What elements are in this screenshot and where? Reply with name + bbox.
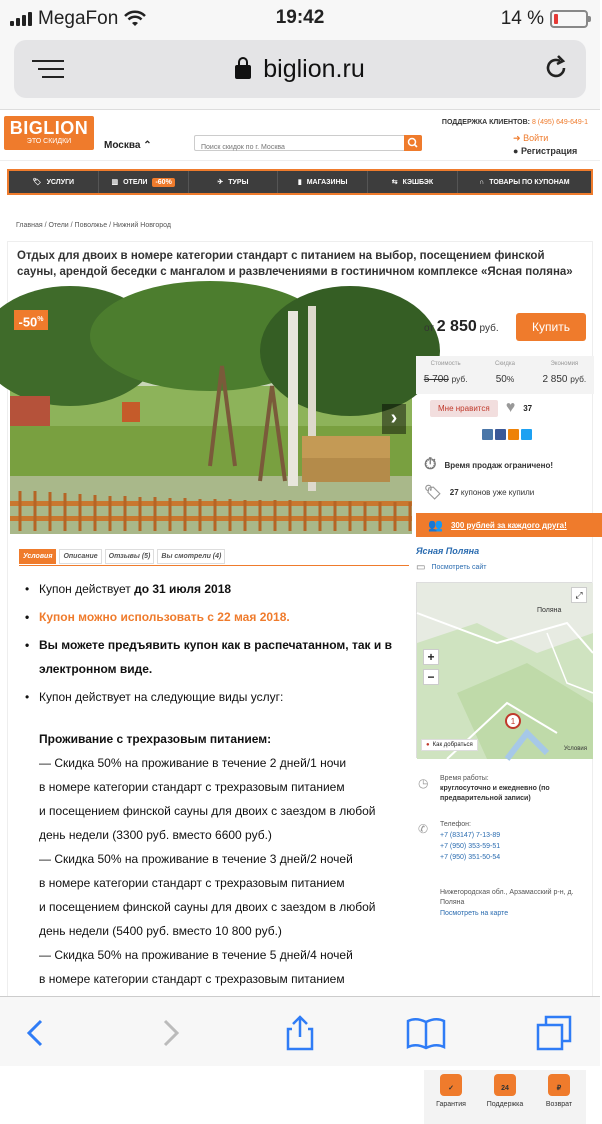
vk-icon[interactable] bbox=[482, 429, 493, 440]
term-usable-from: • Купон можно использовать с 22 мая 2018. bbox=[24, 605, 409, 629]
browser-icon: ▭ bbox=[416, 562, 426, 573]
discount-badge: -50% bbox=[14, 310, 48, 330]
nav-item-hotels[interactable]: ▥ ОТЕЛИ -60% bbox=[99, 171, 189, 193]
breadcrumb[interactable]: Главная / Отели / Поволжье / Нижний Новгород bbox=[16, 222, 171, 229]
search-input[interactable] bbox=[195, 141, 400, 155]
back-icon[interactable] bbox=[16, 1013, 56, 1053]
search-box[interactable] bbox=[194, 135, 422, 151]
bag-icon: ▮ bbox=[297, 179, 302, 186]
hotel-garden-image bbox=[10, 306, 412, 534]
user-icon: ● bbox=[513, 146, 519, 156]
tab-description[interactable]: Описание bbox=[59, 549, 101, 564]
venue-map[interactable] bbox=[416, 582, 592, 758]
zoom-out-button[interactable]: − bbox=[423, 669, 439, 685]
search-button[interactable] bbox=[404, 135, 422, 151]
stat-savings: Экономия 2 850 руб. bbox=[542, 361, 587, 385]
phone-icon: ✆ bbox=[418, 822, 429, 836]
deal-title: Отдых для двоих в номере категории стандарт с питанием на выбор, посещением финской сауны, арендой беседки с мангалом и развлечениями в гостиничном комплексе «Ясная поляна» bbox=[17, 250, 573, 278]
divider bbox=[0, 160, 600, 161]
term-services: • Купон действует на следующие виды услуг: bbox=[24, 685, 409, 709]
term-line: в номере категории стандарт с трехразовым питанием bbox=[39, 780, 345, 794]
phone-link[interactable]: +7 (950) 353-59-51 bbox=[440, 843, 501, 850]
battery bbox=[501, 8, 588, 30]
nav-item-cashback[interactable]: ⇆ КЭШБЭК bbox=[368, 171, 458, 193]
svg-text:1: 1 bbox=[510, 717, 516, 726]
venue-phones: ✆ Телефон: +7 (83147) 7-13-89 +7 (950) 353-59-51 +7 (950) 351-50-54 bbox=[416, 820, 592, 863]
tag-icon: 🏷 bbox=[424, 484, 442, 500]
heart-icon[interactable]: ♥ bbox=[505, 399, 516, 416]
zoom-in-button[interactable]: + bbox=[423, 649, 439, 665]
venue-site-link[interactable]: ▭ Посмотреть сайт bbox=[416, 562, 487, 573]
deal-card bbox=[7, 241, 593, 1108]
check-shield-icon: ✓ bbox=[440, 1074, 462, 1096]
support-item[interactable]: 24 Поддержка bbox=[478, 1070, 532, 1124]
nav-badge: -60% bbox=[152, 178, 174, 187]
share-icon[interactable] bbox=[280, 1013, 320, 1053]
social-share bbox=[482, 429, 532, 440]
phone-link[interactable]: +7 (83147) 7-13-89 bbox=[440, 832, 501, 839]
like-count: 37 bbox=[523, 403, 533, 413]
tab-conditions[interactable]: Условия bbox=[19, 549, 56, 564]
price: от 2 850 руб. bbox=[424, 318, 499, 335]
odnoklassniki-icon[interactable] bbox=[508, 429, 519, 440]
term-line: — Скидка 50% на проживание в течение 3 дней/2 ночей bbox=[39, 852, 353, 866]
twitter-icon[interactable] bbox=[521, 429, 532, 440]
map-place-label: Поляна bbox=[537, 607, 562, 614]
map-pin-icon: ● bbox=[426, 742, 430, 748]
deal-terms bbox=[24, 577, 409, 991]
city-selector[interactable]: Москва ⌃ bbox=[104, 140, 152, 151]
term-line: в номере категории стандарт с трехразовым питанием bbox=[39, 972, 345, 986]
reload-icon[interactable] bbox=[542, 54, 570, 82]
stat-discount: Скидка 50% bbox=[495, 361, 515, 385]
facebook-icon[interactable] bbox=[495, 429, 506, 440]
stat-cost: Стоимость 5 700 руб. bbox=[423, 361, 468, 385]
city-icon: ▥ bbox=[111, 179, 119, 186]
map-tiles bbox=[417, 583, 593, 759]
status-bar bbox=[0, 0, 600, 36]
term-section-title: Проживание с трехразовым питанием: bbox=[39, 732, 272, 746]
like-button[interactable]: Мне нравится bbox=[430, 400, 498, 417]
nav-item-services[interactable]: 🏷 УСЛУГИ bbox=[9, 171, 99, 193]
tab-viewed[interactable]: Вы смотрели (4) bbox=[157, 549, 225, 564]
term-line: и посещением финской сауны для двоих с заездом в любой bbox=[39, 900, 376, 914]
buy-button[interactable]: Купить bbox=[516, 313, 586, 341]
limited-time: ⏱ Время продаж ограничено! bbox=[424, 456, 554, 473]
support-24-icon: 24 bbox=[494, 1074, 516, 1096]
term-line: и посещением финской сауны для двоих с заездом в любой bbox=[39, 804, 376, 818]
expand-map-icon[interactable]: ⤢ bbox=[571, 587, 587, 603]
like-row bbox=[430, 399, 532, 417]
search-icon bbox=[404, 135, 422, 151]
url-text[interactable]: biglion.ru bbox=[14, 55, 586, 84]
guarantees bbox=[424, 1070, 586, 1124]
lock-icon bbox=[235, 65, 251, 79]
venue-name[interactable]: Ясная Поляна bbox=[416, 546, 480, 556]
main-nav bbox=[7, 169, 593, 195]
site-logo[interactable]: BIGLION ЭТО СКИДКИ bbox=[4, 116, 94, 150]
phone-link[interactable]: +7 (950) 351-50-54 bbox=[440, 854, 501, 861]
web-page bbox=[0, 110, 600, 1108]
deal-photo[interactable] bbox=[10, 306, 412, 534]
term-line: день недели (3300 руб. вместо 6600 руб.) bbox=[39, 828, 272, 842]
battery-percent: 14 % bbox=[500, 8, 544, 29]
deal-tabs bbox=[19, 549, 225, 564]
term-line: в номере категории стандарт с трехразовым питанием bbox=[39, 876, 345, 890]
term-line: — Скидка 50% на проживание в течение 5 дней/4 ночей bbox=[39, 948, 353, 962]
plane-icon: ✈ bbox=[217, 179, 224, 186]
carrier-name: MegaFon bbox=[38, 8, 119, 29]
register-link[interactable]: ● Регистрация bbox=[513, 146, 578, 156]
address-bar[interactable] bbox=[14, 40, 586, 98]
headphones-icon: ∩ bbox=[479, 178, 485, 186]
forward-icon[interactable] bbox=[150, 1013, 190, 1053]
tag-icon: 🏷 bbox=[32, 179, 42, 186]
chevron-right-icon: › bbox=[390, 407, 398, 429]
bought-count: 🏷 27 купонов уже купили bbox=[424, 484, 535, 500]
login-link[interactable]: ➜ Войти bbox=[513, 133, 549, 143]
chevron-up-icon: ⌃ bbox=[143, 140, 152, 151]
cashback-icon: ⇆ bbox=[391, 179, 398, 186]
login-icon: ➜ bbox=[513, 133, 521, 143]
clock: 19:42 bbox=[275, 7, 325, 28]
term-valid-until: • Купон действует до 31 июля 2018 bbox=[24, 577, 409, 601]
venue-hours: ◷ Время работы: круглосуточно и ежедневно (по предварительной записи) bbox=[418, 775, 550, 802]
term-line: — Скидка 50% на проживание в течение 2 дней/1 ночи bbox=[39, 756, 347, 770]
friends-icon: 👥 bbox=[428, 518, 443, 532]
battery-icon bbox=[550, 10, 588, 28]
price-stats bbox=[416, 356, 594, 394]
term-format: • Вы можете предъявить купон как в распечатанном, так и в электронном виде. bbox=[24, 633, 409, 681]
nav-item-tours[interactable]: ✈ ТУРЫ bbox=[189, 171, 279, 193]
show-on-map-link[interactable]: Посмотреть на карте bbox=[440, 910, 509, 917]
browser-top-bar bbox=[0, 36, 600, 110]
route-button[interactable]: ● Как добраться bbox=[421, 739, 478, 751]
support-phone: ПОДДЕРЖКА КЛИЕНТОВ: 8 (495) 649-649-1 bbox=[441, 119, 588, 126]
map-terms-link[interactable]: Условия bbox=[563, 746, 587, 752]
venue-address: Нижегородская обл., Арзамасский р-н, д. Поляна Посмотреть на карте bbox=[416, 888, 592, 919]
guarantee-item[interactable]: ✓ Гарантия bbox=[424, 1070, 478, 1124]
bookmarks-icon[interactable] bbox=[406, 1013, 446, 1053]
browser-toolbar bbox=[0, 996, 600, 1066]
stopwatch-icon: ⏱ bbox=[424, 456, 437, 473]
nav-item-coupon-goods[interactable]: ∩ ТОВАРЫ ПО КУПОНАМ bbox=[479, 178, 570, 186]
nav-item-shops[interactable]: ▮ МАГАЗИНЫ bbox=[278, 171, 368, 193]
refund-icon: ₽ bbox=[548, 1074, 570, 1096]
tabs-icon[interactable] bbox=[534, 1013, 574, 1053]
tab-reviews[interactable]: Отзывы (5) bbox=[105, 549, 155, 564]
clock-icon: ◷ bbox=[418, 776, 429, 790]
tab-underline bbox=[19, 565, 409, 566]
refund-item[interactable]: ₽ Возврат bbox=[532, 1070, 586, 1124]
term-line: день недели (5400 руб. вместо 10 800 руб.) bbox=[39, 924, 282, 938]
next-photo-button[interactable] bbox=[382, 404, 406, 434]
invite-friend-button[interactable]: 👥 300 рублей за каждого друга! bbox=[416, 513, 602, 537]
